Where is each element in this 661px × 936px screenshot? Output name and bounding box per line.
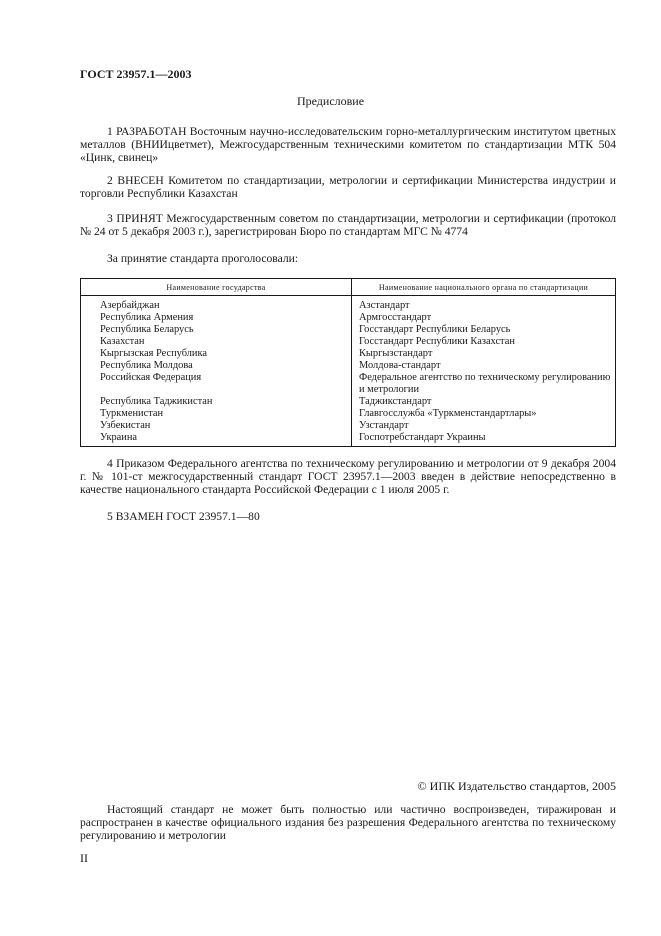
body-cell: Узстандарт xyxy=(352,420,616,432)
state-cell: Республика Таджикистан xyxy=(81,396,352,408)
state-cell: Азербайджан xyxy=(81,296,352,313)
table-row xyxy=(81,408,616,420)
state-cell: Кыргызская Республика xyxy=(81,348,352,360)
state-cell: Республика Беларусь xyxy=(81,324,352,336)
table-header-row xyxy=(81,279,616,296)
table-row xyxy=(81,360,616,372)
vote-intro: За принятие стандарта проголосовали: xyxy=(107,252,299,265)
body-cell: Госстандарт Республики Беларусь xyxy=(352,324,616,336)
preface-title: Предисловие xyxy=(296,94,365,108)
table-row xyxy=(81,296,616,313)
table-row xyxy=(81,372,616,396)
paragraph-adopted: 3 ПРИНЯТ Межгосударственным советом по стандартизации, метрологии и сертификации (протокол № 24 от 5 декабря 2003 г.), зарегистрирован Бюро по стандартам МГС № 4774 xyxy=(80,212,616,238)
body-cell: Кыргызстандарт xyxy=(352,348,616,360)
body-cell: Главгосслужба «Туркменстандартлары» xyxy=(352,408,616,420)
body-cell: Азстандарт xyxy=(352,296,616,313)
state-cell: Российская Федерация xyxy=(81,372,352,396)
document-code: ГОСТ 23957.1—2003 xyxy=(80,67,192,81)
state-cell: Республика Армения xyxy=(81,312,352,324)
body-cell: Госпотребстандарт Украины xyxy=(352,432,616,447)
table-row xyxy=(81,396,616,408)
paragraph-enacted: 4 Приказом Федерального агентства по техническому регулированию и метрологии от 9 декабря 2004 г. № 101-ст межгосударственный стандарт ГОСТ 23957.1—2003 введен в действие непосредственно в качестве национального стандарта Российской Федерации с 1 июля 2005 г. xyxy=(80,457,616,496)
body-cell: Молдова-стандарт xyxy=(352,360,616,372)
copyright-line: © ИПК Издательство стандартов, 2005 xyxy=(417,779,616,793)
reproduction-notice: Настоящий стандарт не может быть полностью или частично воспроизведен, тиражирован и распространен в качестве официального издания без разрешения Федерального агентства по техническому регулированию и метрологии xyxy=(80,803,616,842)
column-header-state: Наименование государства xyxy=(81,279,352,296)
state-cell: Республика Молдова xyxy=(81,360,352,372)
paragraph-introduced: 2 ВНЕСЕН Комитетом по стандартизации, метрологии и сертификации Министерства индустрии и торговли Республики Казахстан xyxy=(80,174,616,200)
body-cell: Таджикстандарт xyxy=(352,396,616,408)
state-cell: Узбекистан xyxy=(81,420,352,432)
paragraph-replaces: 5 ВЗАМЕН ГОСТ 23957.1—80 xyxy=(107,510,260,523)
body-cell: Госстандарт Республики Казахстан xyxy=(352,336,616,348)
table-row xyxy=(81,348,616,360)
paragraph-developed: 1 РАЗРАБОТАН Восточным научно-исследовательским горно-металлургическим институтом цветных металлов (ВНИИцветмет), Межгосударственным техническими комитетом по стандартизации МТК 504 «Цинк, свинец» xyxy=(80,125,616,164)
table-row xyxy=(81,432,616,447)
table-row xyxy=(81,324,616,336)
state-cell: Казахстан xyxy=(81,336,352,348)
table-row xyxy=(81,336,616,348)
voting-table xyxy=(80,278,616,447)
state-cell: Украина xyxy=(81,432,352,447)
table-row xyxy=(81,312,616,324)
column-header-body: Наименование национального органа по стандартизации xyxy=(352,279,616,296)
page-number: II xyxy=(80,851,88,865)
table-row xyxy=(81,420,616,432)
body-cell: Федеральное агентство по техническому регулированию и метрологии xyxy=(352,372,616,396)
body-cell: Армгосстандарт xyxy=(352,312,616,324)
state-cell: Туркменистан xyxy=(81,408,352,420)
